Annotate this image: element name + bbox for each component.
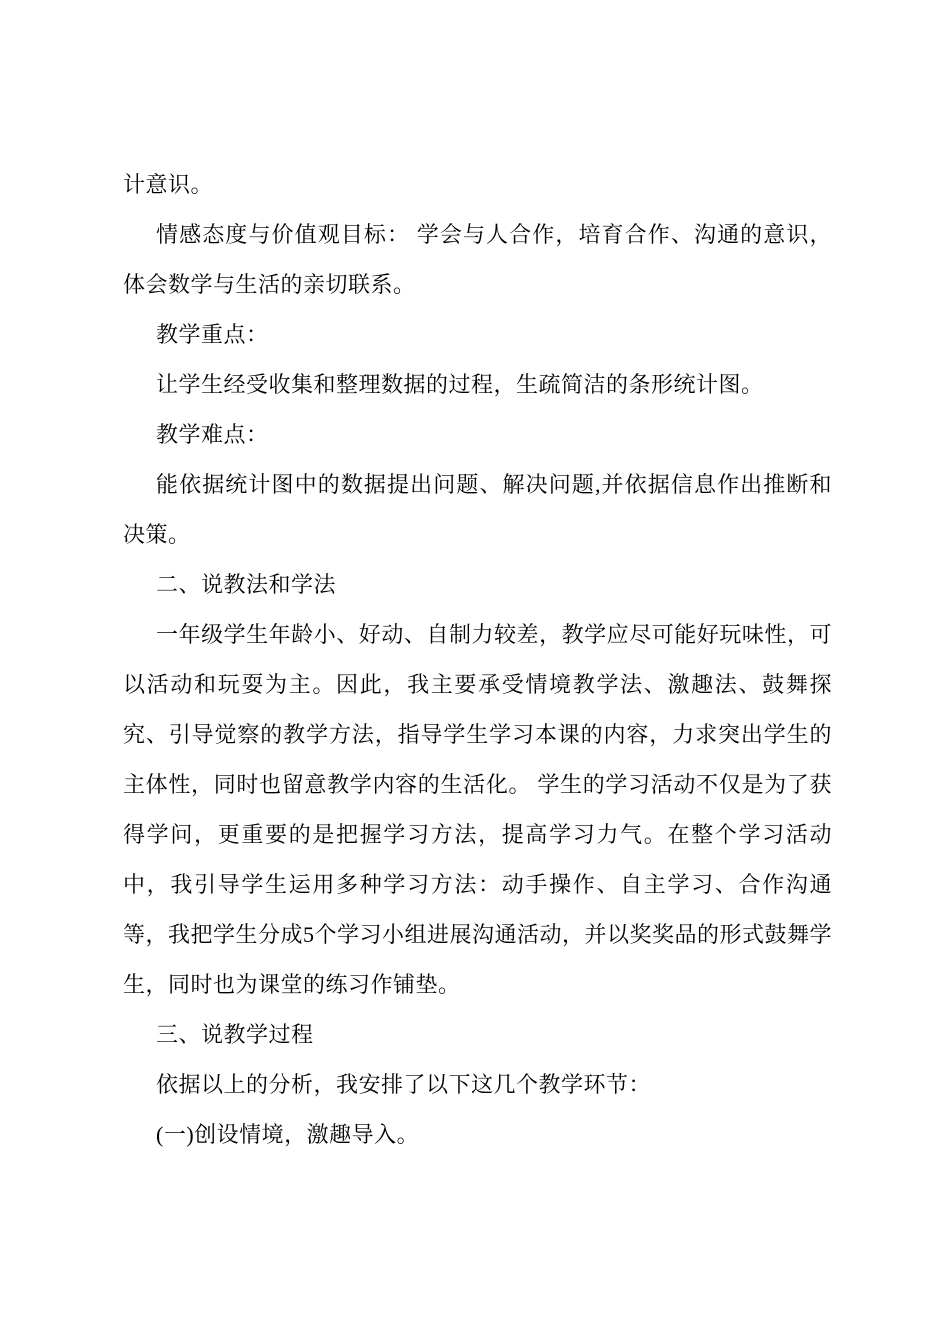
paragraph: 教学重点： — [156, 322, 269, 347]
document-body — [123, 160, 832, 1160]
paragraph: 一年级学生年龄小、好动、自制力较差，教学应尽可能好玩味性，可以活动和玩耍为主。因此，我主要承受情境教学法、激趣法、鼓舞探究、引导觉察的教学方法，指导学生学习本课的内容，力求突出学生的主体性，同时也留意教学内容的生活化。 学生的学习活动不仅是为了获得学问，更重要的是把握学习方法，提高学习力气。在整个学习活动中，我引导学生运用多种学习方法：动手操作、自主学习、合作沟通等，我把学生分成5个学习小组进展沟通活动，并以奖奖品的形式鼓舞学生，同时也为课堂的练习作铺垫。 — [123, 622, 833, 997]
paragraph: 三、说教学过程 — [156, 1022, 314, 1047]
paragraph: 让学生经受收集和整理数据的过程，生疏简洁的条形统计图。 — [156, 372, 764, 397]
paragraph: 二、说教法和学法 — [156, 572, 337, 597]
paragraph: 能依据统计图中的数据提出问题、解决问题,并依据信息作出推断和决策。 — [123, 472, 832, 547]
paragraph: 计意识。 — [123, 172, 214, 197]
paragraph: 教学难点： — [156, 422, 269, 447]
paragraph: 依据以上的分析，我安排了以下这几个教学环节： — [156, 1072, 652, 1097]
paragraph: 情感态度与价值观目标： 学会与人合作，培育合作、沟通的意识，体会数学与生活的亲切联系。 — [123, 222, 832, 297]
paragraph: (一)创设情境，激趣导入。 — [156, 1122, 420, 1147]
